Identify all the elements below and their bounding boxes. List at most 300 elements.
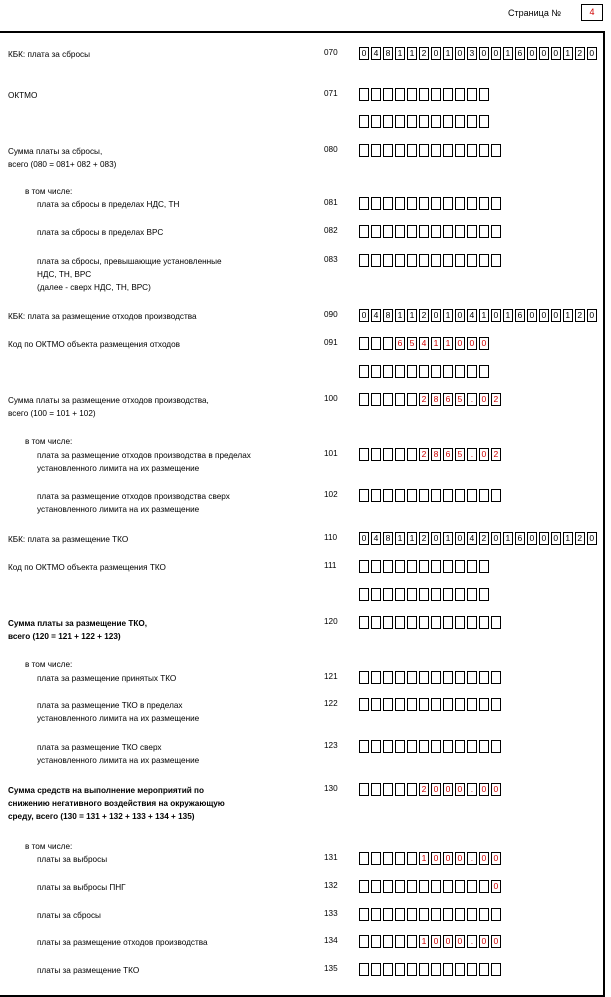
input-cell[interactable] xyxy=(371,560,381,573)
input-cell[interactable] xyxy=(443,115,453,128)
input-cell[interactable] xyxy=(407,225,417,238)
input-cell[interactable] xyxy=(431,254,441,267)
input-cell[interactable] xyxy=(431,560,441,573)
input-cell[interactable]: 2 xyxy=(491,393,501,406)
input-cell[interactable]: 0 xyxy=(479,337,489,350)
input-cell[interactable] xyxy=(383,115,393,128)
input-cell[interactable] xyxy=(455,698,465,711)
input-cell[interactable] xyxy=(371,489,381,502)
cell-group-r132[interactable] xyxy=(359,880,503,893)
input-cell[interactable] xyxy=(359,908,369,921)
input-cell[interactable] xyxy=(407,963,417,976)
input-cell[interactable]: 0 xyxy=(587,309,597,322)
input-cell[interactable] xyxy=(407,144,417,157)
cell-group-r122[interactable] xyxy=(359,698,503,711)
input-cell[interactable] xyxy=(383,740,393,753)
input-cell[interactable]: 0 xyxy=(587,532,597,545)
input-cell[interactable] xyxy=(491,698,501,711)
input-cell[interactable] xyxy=(359,783,369,796)
input-cell[interactable]: 1 xyxy=(563,309,573,322)
input-cell[interactable] xyxy=(455,560,465,573)
input-cell[interactable]: 6 xyxy=(515,532,525,545)
input-cell[interactable] xyxy=(419,963,429,976)
input-cell[interactable] xyxy=(359,935,369,948)
input-cell[interactable]: 0 xyxy=(479,935,489,948)
input-cell[interactable] xyxy=(371,225,381,238)
input-cell[interactable] xyxy=(359,448,369,461)
input-cell[interactable] xyxy=(479,908,489,921)
input-cell[interactable] xyxy=(383,880,393,893)
input-cell[interactable] xyxy=(491,616,501,629)
input-cell[interactable]: 0 xyxy=(479,448,489,461)
input-cell[interactable] xyxy=(467,144,477,157)
input-cell[interactable] xyxy=(491,740,501,753)
input-cell[interactable]: 0 xyxy=(539,532,549,545)
input-cell[interactable] xyxy=(491,963,501,976)
input-cell[interactable] xyxy=(407,671,417,684)
input-cell[interactable]: 4 xyxy=(467,309,477,322)
input-cell[interactable] xyxy=(395,560,405,573)
cell-group-r082[interactable] xyxy=(359,225,503,238)
input-cell[interactable] xyxy=(407,935,417,948)
input-cell[interactable] xyxy=(455,254,465,267)
input-cell[interactable] xyxy=(383,254,393,267)
input-cell[interactable] xyxy=(371,852,381,865)
cell-group-r083[interactable] xyxy=(359,254,503,267)
input-cell[interactable] xyxy=(407,393,417,406)
input-cell[interactable] xyxy=(383,783,393,796)
input-cell[interactable] xyxy=(395,588,405,601)
input-cell[interactable] xyxy=(407,852,417,865)
input-cell[interactable] xyxy=(395,908,405,921)
input-cell[interactable] xyxy=(467,616,477,629)
input-cell[interactable] xyxy=(383,88,393,101)
input-cell[interactable] xyxy=(359,144,369,157)
input-cell[interactable] xyxy=(359,560,369,573)
input-cell[interactable]: 0 xyxy=(551,532,561,545)
input-cell[interactable]: 1 xyxy=(479,309,489,322)
input-cell[interactable] xyxy=(407,197,417,210)
input-cell[interactable] xyxy=(479,588,489,601)
input-cell[interactable] xyxy=(479,115,489,128)
input-cell[interactable]: 0 xyxy=(455,532,465,545)
input-cell[interactable] xyxy=(383,144,393,157)
cell-group-kbk_sbrosy[interactable] xyxy=(359,47,599,60)
input-cell[interactable] xyxy=(383,852,393,865)
input-cell[interactable] xyxy=(395,935,405,948)
input-cell[interactable] xyxy=(479,254,489,267)
input-cell[interactable] xyxy=(479,740,489,753)
input-cell[interactable] xyxy=(371,880,381,893)
input-cell[interactable] xyxy=(359,393,369,406)
input-cell[interactable]: 0 xyxy=(359,309,369,322)
input-cell[interactable] xyxy=(443,225,453,238)
input-cell[interactable] xyxy=(419,225,429,238)
input-cell[interactable]: 0 xyxy=(455,783,465,796)
input-cell[interactable] xyxy=(431,616,441,629)
input-cell[interactable] xyxy=(383,588,393,601)
input-cell[interactable]: 0 xyxy=(479,783,489,796)
input-cell[interactable]: 1 xyxy=(443,337,453,350)
input-cell[interactable] xyxy=(395,144,405,157)
input-cell[interactable] xyxy=(455,197,465,210)
input-cell[interactable] xyxy=(371,698,381,711)
input-cell[interactable] xyxy=(455,365,465,378)
input-cell[interactable] xyxy=(491,671,501,684)
input-cell[interactable] xyxy=(359,671,369,684)
input-cell[interactable]: 6 xyxy=(443,448,453,461)
input-cell[interactable] xyxy=(479,671,489,684)
input-cell[interactable]: 6 xyxy=(395,337,405,350)
input-cell[interactable] xyxy=(407,365,417,378)
input-cell[interactable] xyxy=(431,740,441,753)
input-cell[interactable]: 0 xyxy=(479,47,489,60)
input-cell[interactable] xyxy=(443,365,453,378)
input-cell[interactable] xyxy=(455,616,465,629)
input-cell[interactable] xyxy=(443,740,453,753)
input-cell[interactable] xyxy=(431,963,441,976)
input-cell[interactable]: 0 xyxy=(527,309,537,322)
input-cell[interactable]: 0 xyxy=(491,532,501,545)
cell-group-r131[interactable] xyxy=(359,852,503,865)
input-cell[interactable]: 0 xyxy=(455,337,465,350)
input-cell[interactable]: 1 xyxy=(419,852,429,865)
input-cell[interactable] xyxy=(371,88,381,101)
cell-group-r101[interactable] xyxy=(359,448,503,461)
input-cell[interactable]: 0 xyxy=(443,852,453,865)
input-cell[interactable]: 0 xyxy=(551,309,561,322)
input-cell[interactable] xyxy=(395,852,405,865)
input-cell[interactable] xyxy=(383,935,393,948)
input-cell[interactable]: 2 xyxy=(419,532,429,545)
input-cell[interactable] xyxy=(419,560,429,573)
input-cell[interactable] xyxy=(419,197,429,210)
input-cell[interactable] xyxy=(383,671,393,684)
input-cell[interactable]: 6 xyxy=(443,393,453,406)
input-cell[interactable] xyxy=(419,254,429,267)
input-cell[interactable]: 0 xyxy=(491,935,501,948)
input-cell[interactable] xyxy=(479,225,489,238)
input-cell[interactable]: 6 xyxy=(515,309,525,322)
input-cell[interactable] xyxy=(371,337,381,350)
input-cell[interactable] xyxy=(443,88,453,101)
input-cell[interactable] xyxy=(383,963,393,976)
input-cell[interactable] xyxy=(431,671,441,684)
input-cell[interactable] xyxy=(395,88,405,101)
input-cell[interactable]: 2 xyxy=(575,309,585,322)
input-cell[interactable]: 2 xyxy=(479,532,489,545)
cell-group-sum_080[interactable] xyxy=(359,144,503,157)
input-cell[interactable] xyxy=(479,144,489,157)
input-cell[interactable] xyxy=(467,88,477,101)
input-cell[interactable] xyxy=(467,225,477,238)
input-cell[interactable] xyxy=(491,144,501,157)
input-cell[interactable] xyxy=(443,698,453,711)
input-cell[interactable] xyxy=(395,393,405,406)
input-cell[interactable] xyxy=(371,197,381,210)
input-cell[interactable] xyxy=(395,225,405,238)
input-cell[interactable]: 2 xyxy=(491,448,501,461)
input-cell[interactable] xyxy=(395,963,405,976)
input-cell[interactable]: 8 xyxy=(383,47,393,60)
input-cell[interactable]: 4 xyxy=(371,47,381,60)
input-cell[interactable]: 0 xyxy=(431,309,441,322)
input-cell[interactable]: 0 xyxy=(491,783,501,796)
input-cell[interactable]: 1 xyxy=(395,47,405,60)
cell-group-oktmo_091b[interactable] xyxy=(359,365,491,378)
input-cell[interactable]: 4 xyxy=(419,337,429,350)
input-cell[interactable] xyxy=(395,448,405,461)
input-cell[interactable] xyxy=(467,115,477,128)
input-cell[interactable]: 0 xyxy=(443,935,453,948)
input-cell[interactable] xyxy=(455,588,465,601)
cell-group-oktmo_111b[interactable] xyxy=(359,588,491,601)
cell-group-r121[interactable] xyxy=(359,671,503,684)
input-cell[interactable]: 1 xyxy=(563,47,573,60)
input-cell[interactable] xyxy=(479,197,489,210)
page-number-field[interactable]: 4 xyxy=(581,4,603,21)
input-cell[interactable] xyxy=(431,115,441,128)
cell-group-oktmo_071[interactable] xyxy=(359,88,491,101)
input-cell[interactable]: 4 xyxy=(371,532,381,545)
input-cell[interactable] xyxy=(371,365,381,378)
input-cell[interactable] xyxy=(371,935,381,948)
input-cell[interactable]: 1 xyxy=(407,309,417,322)
input-cell[interactable] xyxy=(359,880,369,893)
cell-group-r123[interactable] xyxy=(359,740,503,753)
input-cell[interactable]: 1 xyxy=(443,47,453,60)
input-cell[interactable]: . xyxy=(467,935,477,948)
input-cell[interactable] xyxy=(371,393,381,406)
input-cell[interactable]: 6 xyxy=(515,47,525,60)
input-cell[interactable]: 0 xyxy=(491,852,501,865)
input-cell[interactable] xyxy=(479,880,489,893)
input-cell[interactable] xyxy=(455,88,465,101)
input-cell[interactable] xyxy=(359,698,369,711)
input-cell[interactable] xyxy=(383,489,393,502)
cell-group-oktmo_071b[interactable] xyxy=(359,115,491,128)
input-cell[interactable] xyxy=(383,560,393,573)
input-cell[interactable] xyxy=(479,489,489,502)
cell-group-sum_120[interactable] xyxy=(359,616,503,629)
input-cell[interactable] xyxy=(467,698,477,711)
input-cell[interactable] xyxy=(395,740,405,753)
input-cell[interactable]: 0 xyxy=(527,47,537,60)
input-cell[interactable] xyxy=(455,671,465,684)
input-cell[interactable] xyxy=(407,783,417,796)
input-cell[interactable]: 5 xyxy=(455,448,465,461)
input-cell[interactable] xyxy=(395,616,405,629)
input-cell[interactable] xyxy=(383,908,393,921)
input-cell[interactable] xyxy=(359,963,369,976)
input-cell[interactable] xyxy=(491,225,501,238)
input-cell[interactable]: 0 xyxy=(467,337,477,350)
input-cell[interactable] xyxy=(419,698,429,711)
cell-group-r102[interactable] xyxy=(359,489,503,502)
input-cell[interactable] xyxy=(467,671,477,684)
input-cell[interactable] xyxy=(407,254,417,267)
input-cell[interactable] xyxy=(479,88,489,101)
input-cell[interactable]: 2 xyxy=(419,393,429,406)
input-cell[interactable]: 1 xyxy=(443,532,453,545)
input-cell[interactable]: 8 xyxy=(431,393,441,406)
input-cell[interactable]: . xyxy=(467,852,477,865)
input-cell[interactable] xyxy=(359,88,369,101)
input-cell[interactable] xyxy=(431,365,441,378)
input-cell[interactable] xyxy=(407,880,417,893)
input-cell[interactable] xyxy=(395,197,405,210)
input-cell[interactable] xyxy=(407,489,417,502)
input-cell[interactable] xyxy=(491,908,501,921)
input-cell[interactable]: 1 xyxy=(407,47,417,60)
input-cell[interactable] xyxy=(467,197,477,210)
input-cell[interactable] xyxy=(467,560,477,573)
input-cell[interactable] xyxy=(443,254,453,267)
cell-group-r135[interactable] xyxy=(359,963,503,976)
input-cell[interactable] xyxy=(359,740,369,753)
input-cell[interactable] xyxy=(359,489,369,502)
input-cell[interactable]: 1 xyxy=(563,532,573,545)
input-cell[interactable] xyxy=(431,88,441,101)
input-cell[interactable] xyxy=(371,671,381,684)
input-cell[interactable]: 2 xyxy=(419,47,429,60)
input-cell[interactable] xyxy=(455,489,465,502)
input-cell[interactable]: 0 xyxy=(431,783,441,796)
input-cell[interactable]: 0 xyxy=(359,532,369,545)
input-cell[interactable]: 0 xyxy=(479,852,489,865)
input-cell[interactable]: 4 xyxy=(467,532,477,545)
input-cell[interactable] xyxy=(395,115,405,128)
input-cell[interactable] xyxy=(419,616,429,629)
input-cell[interactable] xyxy=(371,254,381,267)
input-cell[interactable] xyxy=(467,254,477,267)
input-cell[interactable] xyxy=(455,144,465,157)
cell-group-oktmo_111[interactable] xyxy=(359,560,491,573)
input-cell[interactable]: . xyxy=(467,393,477,406)
input-cell[interactable] xyxy=(467,963,477,976)
input-cell[interactable]: 0 xyxy=(491,47,501,60)
cell-group-kbk_tko[interactable] xyxy=(359,532,599,545)
input-cell[interactable] xyxy=(431,144,441,157)
input-cell[interactable] xyxy=(479,698,489,711)
input-cell[interactable] xyxy=(443,144,453,157)
input-cell[interactable] xyxy=(359,616,369,629)
input-cell[interactable] xyxy=(407,616,417,629)
input-cell[interactable]: 0 xyxy=(431,532,441,545)
input-cell[interactable] xyxy=(407,88,417,101)
input-cell[interactable]: 0 xyxy=(455,935,465,948)
input-cell[interactable] xyxy=(431,880,441,893)
input-cell[interactable] xyxy=(443,671,453,684)
input-cell[interactable] xyxy=(371,448,381,461)
input-cell[interactable]: 0 xyxy=(455,309,465,322)
input-cell[interactable] xyxy=(467,740,477,753)
input-cell[interactable] xyxy=(443,616,453,629)
input-cell[interactable]: 0 xyxy=(431,935,441,948)
cell-group-sum_130[interactable] xyxy=(359,783,503,796)
input-cell[interactable]: 4 xyxy=(371,309,381,322)
input-cell[interactable] xyxy=(359,115,369,128)
input-cell[interactable] xyxy=(395,489,405,502)
input-cell[interactable] xyxy=(383,448,393,461)
input-cell[interactable] xyxy=(419,144,429,157)
input-cell[interactable]: 5 xyxy=(407,337,417,350)
input-cell[interactable] xyxy=(419,880,429,893)
cell-group-kbk_othody[interactable] xyxy=(359,309,599,322)
input-cell[interactable] xyxy=(431,225,441,238)
input-cell[interactable] xyxy=(359,197,369,210)
input-cell[interactable] xyxy=(383,365,393,378)
input-cell[interactable]: 8 xyxy=(431,448,441,461)
input-cell[interactable] xyxy=(371,963,381,976)
input-cell[interactable] xyxy=(455,880,465,893)
input-cell[interactable] xyxy=(419,489,429,502)
input-cell[interactable]: 0 xyxy=(443,783,453,796)
input-cell[interactable] xyxy=(491,254,501,267)
input-cell[interactable]: 8 xyxy=(383,532,393,545)
input-cell[interactable]: 1 xyxy=(431,337,441,350)
input-cell[interactable]: 2 xyxy=(419,448,429,461)
input-cell[interactable] xyxy=(383,393,393,406)
input-cell[interactable]: 0 xyxy=(479,393,489,406)
input-cell[interactable]: 0 xyxy=(491,309,501,322)
input-cell[interactable] xyxy=(383,698,393,711)
input-cell[interactable]: 1 xyxy=(419,935,429,948)
input-cell[interactable] xyxy=(419,740,429,753)
input-cell[interactable]: 1 xyxy=(407,532,417,545)
input-cell[interactable] xyxy=(419,88,429,101)
input-cell[interactable] xyxy=(479,365,489,378)
input-cell[interactable] xyxy=(407,908,417,921)
input-cell[interactable] xyxy=(395,783,405,796)
input-cell[interactable]: 1 xyxy=(395,532,405,545)
cell-group-r134[interactable] xyxy=(359,935,503,948)
input-cell[interactable]: 3 xyxy=(467,47,477,60)
input-cell[interactable] xyxy=(359,337,369,350)
input-cell[interactable] xyxy=(467,588,477,601)
input-cell[interactable]: 0 xyxy=(491,880,501,893)
input-cell[interactable] xyxy=(467,365,477,378)
input-cell[interactable] xyxy=(407,740,417,753)
input-cell[interactable] xyxy=(443,963,453,976)
input-cell[interactable] xyxy=(443,908,453,921)
input-cell[interactable] xyxy=(407,448,417,461)
input-cell[interactable] xyxy=(431,588,441,601)
input-cell[interactable]: 2 xyxy=(575,532,585,545)
input-cell[interactable] xyxy=(443,588,453,601)
input-cell[interactable]: 1 xyxy=(395,309,405,322)
input-cell[interactable] xyxy=(455,225,465,238)
input-cell[interactable] xyxy=(431,698,441,711)
input-cell[interactable] xyxy=(371,115,381,128)
input-cell[interactable] xyxy=(479,560,489,573)
input-cell[interactable] xyxy=(407,698,417,711)
input-cell[interactable] xyxy=(455,115,465,128)
input-cell[interactable] xyxy=(371,616,381,629)
input-cell[interactable] xyxy=(455,963,465,976)
input-cell[interactable] xyxy=(383,337,393,350)
input-cell[interactable] xyxy=(455,908,465,921)
input-cell[interactable] xyxy=(491,489,501,502)
input-cell[interactable]: 2 xyxy=(419,309,429,322)
input-cell[interactable] xyxy=(443,880,453,893)
input-cell[interactable]: 0 xyxy=(431,47,441,60)
input-cell[interactable] xyxy=(359,852,369,865)
input-cell[interactable]: . xyxy=(467,783,477,796)
input-cell[interactable]: 1 xyxy=(503,47,513,60)
input-cell[interactable] xyxy=(419,115,429,128)
input-cell[interactable] xyxy=(395,254,405,267)
